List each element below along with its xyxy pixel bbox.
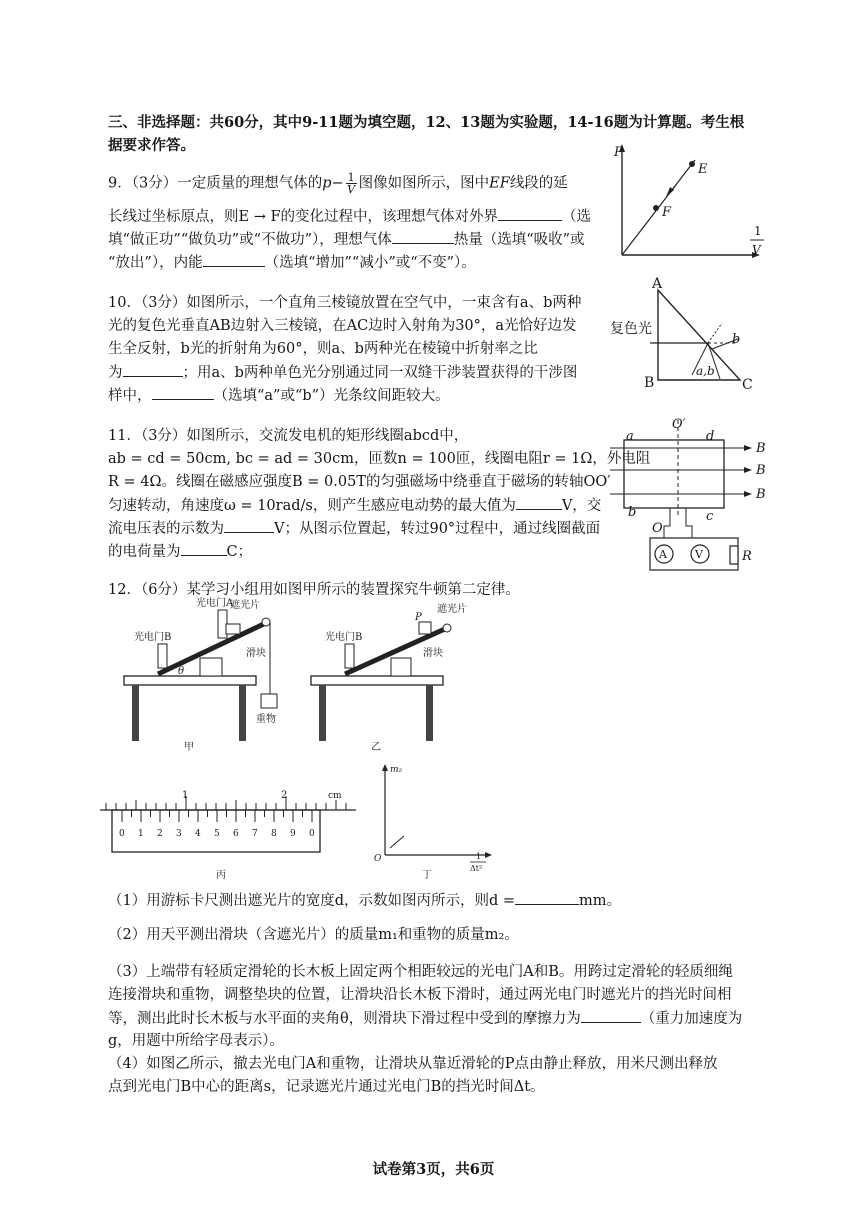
svg-text:P: P <box>415 612 422 623</box>
vernier-scale-label: 3 <box>176 829 182 839</box>
section-header-line2: 据要求作答。 <box>108 137 195 154</box>
svg-text:重物: 重物 <box>256 714 276 725</box>
vernier-scale-label: 8 <box>271 829 277 839</box>
svg-text:1: 1 <box>182 790 189 801</box>
q11-line5: 流电压表的示数为 V；从图示位置起，转过90°过程中，通过线圈截面 <box>108 518 600 539</box>
svg-text:滑块: 滑块 <box>423 648 443 659</box>
svg-text:B: B <box>756 487 766 502</box>
q12-part3-line4: g，用题中所给字母表示）。 <box>108 1033 285 1049</box>
q12-fig-bing-vernier <box>100 782 360 882</box>
svg-text:A: A <box>659 548 667 561</box>
svg-text:光电门B: 光电门B <box>325 632 363 643</box>
svg-text:1: 1 <box>476 852 482 861</box>
svg-text:θ: θ <box>178 666 185 677</box>
q11-line6: 的电荷量为 C； <box>108 541 252 562</box>
svg-text:丙: 丙 <box>216 870 226 881</box>
q12-part2: （2）用天平测出滑块（含遮光片）的质量m₁和重物的质量m₂。 <box>108 927 519 943</box>
svg-text:a: a <box>626 429 634 444</box>
q12-part3-line1: （3）上端带有轻质定滑轮的长木板上固定两个相距较远的光电门A和B。用跨过定滑轮的轻质细绳 <box>108 964 733 980</box>
svg-text:R: R <box>742 549 752 564</box>
q10-line2: 光的复色光垂直AB边射入三棱镜，在AC边时入射角为30°，a光恰好边发 <box>108 318 577 334</box>
q12-part1: （1）用游标卡尺测出遮光片的宽度d，示数如图丙所示，则d = mm。 <box>108 890 621 911</box>
vernier-scale-label: 0 <box>309 829 315 839</box>
svg-text:Δt²: Δt² <box>470 864 483 873</box>
vernier-scale-label: 7 <box>252 829 258 839</box>
svg-text:C: C <box>742 377 753 393</box>
q12-fig-ding-graph <box>370 760 500 880</box>
svg-text:V: V <box>695 548 703 561</box>
vernier-scale-label: 5 <box>214 829 220 839</box>
svg-text:甲: 甲 <box>184 742 194 753</box>
q9-fraction: $\frac{1}{V}$ <box>347 171 356 196</box>
svg-text:2: 2 <box>281 790 288 801</box>
q9-axis-p: P <box>614 145 623 160</box>
vernier-scale-label: 9 <box>290 829 296 839</box>
q11-line1: 11．（3分）如图所示，交流发电机的矩形线圈abcd中， <box>108 428 469 444</box>
svg-text:滑块: 滑块 <box>246 648 266 659</box>
vernier-scale-label: 6 <box>233 829 239 839</box>
svg-text:光电门B: 光电门B <box>134 632 172 643</box>
q12-fig-yi <box>305 598 465 753</box>
svg-text:E: E <box>698 162 708 177</box>
q9-line2: 长线过坐标原点，则E → F的变化过程中，该理想气体对外界 （选 <box>108 206 591 227</box>
svg-text:V: V <box>752 243 761 257</box>
q12-part4-line2: 点到光电门B中心的距离s，记录遮光片通过光电门B的挡光时间Δt。 <box>108 1079 545 1095</box>
page-footer: 试卷第3页，共6页 <box>372 1161 495 1178</box>
q10-line4: 为 ；用a、b两种单色光分别通过同一双缝干涉装置获得的干涉图 <box>108 362 577 383</box>
svg-text:O: O <box>374 854 382 864</box>
svg-text:光电门A: 光电门A <box>196 598 234 609</box>
q10-prism-figure <box>600 275 770 395</box>
svg-text:丁: 丁 <box>422 870 432 881</box>
svg-text:复色光: 复色光 <box>610 321 652 337</box>
svg-text:B: B <box>756 463 766 478</box>
q12-part3-line3: 等，测出此时长木板与水平面的夹角θ，则滑块下滑过程中受到的摩擦力为 （重力加速度为 <box>108 1008 742 1029</box>
svg-text:O′: O′ <box>672 417 686 432</box>
q12-fig-jia <box>118 598 276 753</box>
vernier-scale-label: 2 <box>157 829 163 839</box>
svg-text:乙: 乙 <box>371 742 381 753</box>
q11-line4: 匀速转动，角速度ω = 10rad/s，则产生感应电动势的最大值为 V，交 <box>108 495 601 516</box>
q11-line2: ab = cd = 50cm, bc = ad = 30cm，匝数n = 100匝，线圈电阻r = 1Ω，外电阻 <box>108 451 651 467</box>
q12-title: 12．（6分）某学习小组用如图甲所示的装置探究牛顿第二定律。 <box>108 582 520 598</box>
svg-text:遮光片: 遮光片 <box>230 600 260 611</box>
q12-part3-line2: 连接滑块和重物，调整垫块的位置，让滑块沿长木板下滑时，通过两光电门时遮光片的挡光时间相 <box>108 987 732 1003</box>
q9-line4: “放出”），内能 （选填“增加”“减小”或“不变”）。 <box>108 252 476 273</box>
svg-text:遮光片: 遮光片 <box>437 604 467 615</box>
section-header-line1: 三、非选择题：共60分，其中9-11题为填空题，12、13题为实验题，14-16题为计算题。考生根 <box>108 114 745 131</box>
vernier-scale-label: 0 <box>119 829 125 839</box>
svg-text:b: b <box>628 505 637 520</box>
svg-text:O: O <box>652 521 663 536</box>
svg-text:F: F <box>662 205 672 220</box>
svg-text:B: B <box>756 441 766 456</box>
svg-text:d: d <box>706 429 715 444</box>
q11-generator-figure <box>610 418 770 578</box>
svg-text:cm: cm <box>328 791 342 801</box>
svg-text:a,b: a,b <box>696 364 715 378</box>
svg-text:b: b <box>732 332 741 347</box>
q9-pv-graph <box>600 140 770 265</box>
svg-text:c: c <box>706 509 714 524</box>
svg-text:B: B <box>644 375 655 391</box>
svg-text:1: 1 <box>754 224 762 238</box>
vernier-scale-label: 4 <box>195 829 201 839</box>
q9-line1: 9．（3分）一定质量的理想气体的p− $\frac{1}{V}$ 图像如图所示，图中EF线段的延 <box>108 171 568 196</box>
q12-part4-line1: （4）如图乙所示，撤去光电门A和重物，让滑块从靠近滑轮的P点由静止释放，用米尺测出释放 <box>108 1056 718 1072</box>
svg-text:m₂: m₂ <box>390 765 403 775</box>
q9-line3: 填“做正功”“做负功”或“不做功”），理想气体 热量（选填“吸收”或 <box>108 229 585 250</box>
q11-line3: R = 4Ω。线圈在磁感应强度B = 0.05T的匀强磁场中绕垂直于磁场的转轴OO′ <box>108 474 611 490</box>
q10-line1: 10．（3分）如图所示，一个直角三棱镜放置在空气中，一束含有a、b两种 <box>108 295 582 311</box>
svg-text:A: A <box>652 276 663 292</box>
q10-line5: 样中， （选填“a”或“b”）光条纹间距较大。 <box>108 385 450 406</box>
q10-line3: 生全反射，b光的折射角为60°，则a、b两种光在棱镜中折射率之比 <box>108 341 538 357</box>
vernier-scale-label: 1 <box>138 829 144 839</box>
